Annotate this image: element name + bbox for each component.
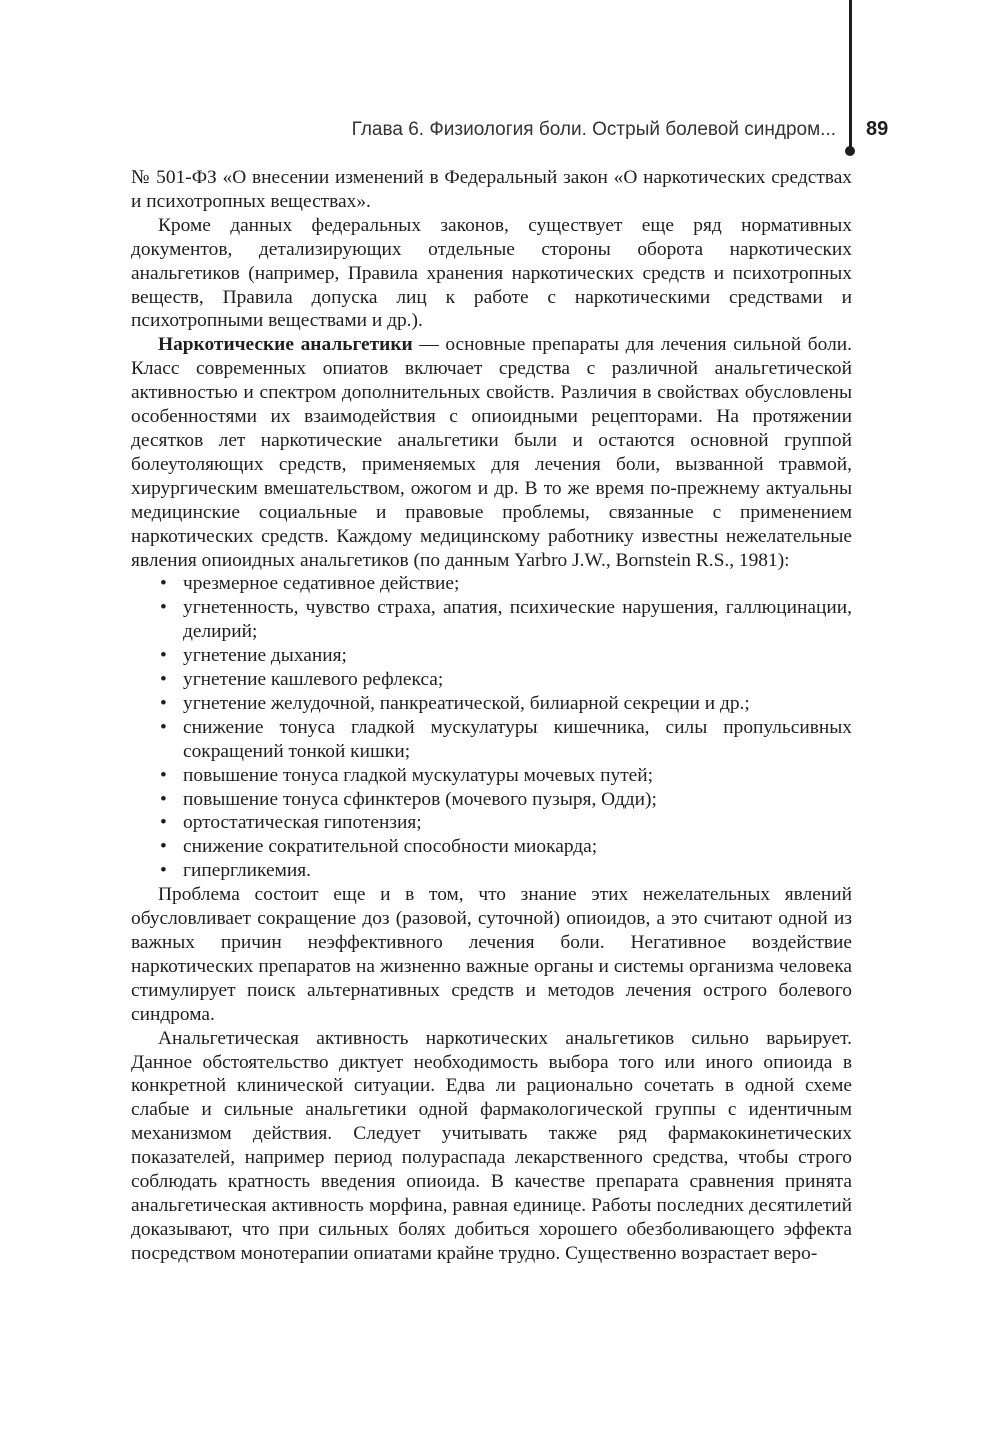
bullet-symbol: • [160,692,167,714]
list-item-text: угнетение кашлевого рефлекса; [183,669,444,691]
term-narcotic-analgesics: Наркотические анальгетики [158,334,413,356]
bullet-symbol: • [160,597,167,619]
paragraph-5: Анальгетическая активность наркотических анальгетиков сильно варьирует. Данное обстоятельство диктует необходимость выбора того или иного опиоида в конкретной клинической ситуации. Едва ли рационально сочетать в одной схеме слабые и сильные анальгетики одной фармакологической группы с идентичным механизмом действия. Следует учитывать также ряд фармакокинетических показателей, например период полураспада лекарственного средства, чтобы строго соблюдать кратность введения опиоида. В качестве препарата сравнения принята анальгетическая активность морфина, равная единице. Работы последних десятилетий доказывают, что при сильных болях добиться хорошего обезболивающего эффекта посредством монотерапии опиатами крайне трудно. Существенно возрастает веро- [131,1027,852,1264]
list-item-text: повышение тонуса сфинктеров (мочевого пузыря, Одди); [183,788,657,810]
paragraph-2: Кроме данных федеральных законов, существует еще ряд нормативных документов, детализирующих отдельные стороны оборота наркотических анальгетиков (например, Правила хранения наркотических средств и психотропных веществ, Правила допуска лиц к работе с наркотическими средствами и психотропными веществами и др.). [131,214,852,332]
list-item-text: гипергликемия. [183,860,311,882]
list-item [160,668,852,692]
paragraph-3-text: — основные препараты для лечения сильной боли. Класс современных опиатов включает средства с различной анальгетической активностью и спектром дополнительных свойств. Различия в свойствах обусловлены особенностями их взаимодействия с опиоидными рецепторами. На протяжении десятков лет наркотические анальгетики были и остаются основной группой болеутоляющих средств, применяемых для лечения боли, вызванной травмой, хирургическим вмешательством, ожогом и др. В то же время по-прежнему актуальны медицинские социальные и правовые проблемы, связанные с применением наркотических средств. Каждому медицинскому работнику известны нежелательные явления опиоидных анальгетиков (по данным Yarbro J.W., Bornstein R.S., 1981): [131,334,853,571]
running-head: Глава 6. Физиология боли. Острый болевой синдром... [351,119,836,140]
list-item [160,859,852,883]
bullet-symbol: • [160,860,167,882]
list-item [160,644,852,668]
side-effects-list [131,572,852,883]
list-item-text: ортостатическая гипотензия; [183,812,422,834]
list-item [160,716,852,764]
paragraph-3 [131,333,852,572]
list-item [160,572,852,596]
bullet-symbol: • [160,573,167,595]
paragraph-4: Проблема состоит еще и в том, что знание этих нежелательных явлений обусловливает сокращение доз (разовой, суточной) опиоидов, а это считают одной из важных причин неэффективного лечения боли. Негативное воздействие наркотических препаратов на жизненно важные органы и системы организма человека стимулирует поиск альтернативных средств и методов лечения острого болевого синдрома. [131,884,852,1025]
page-number: 89 [866,118,889,140]
list-item-text: повышение тонуса гладкой мускулатуры мочевых путей; [183,764,654,786]
list-item-text: снижение тонуса гладкой мускулатуры кишечника, силы пропульсивных сокращений тонкой кишки; [183,716,852,762]
list-item-text: снижение сократительной способности миокарда; [183,836,598,858]
bullet-symbol: • [160,764,167,786]
paragraph-1: № 501-ФЗ «О внесении изменений в Федеральный закон «О наркотических средствах и психотропных веществах». [131,167,852,212]
list-item [160,692,852,716]
list-item [160,788,852,812]
header-vertical-rule [849,0,852,150]
list-item-text: угнетение желудочной, панкреатической, билиарной секреции и др.; [183,692,750,714]
bullet-symbol: • [160,788,167,810]
bullet-symbol: • [160,645,167,667]
bullet-symbol: • [160,836,167,858]
header-rule-dot [845,146,855,156]
bullet-symbol: • [160,669,167,691]
list-item [160,811,852,835]
body-text [131,166,852,1266]
bullet-symbol: • [160,812,167,834]
bullet-symbol: • [160,716,167,738]
list-item [160,764,852,788]
list-item-text: чрезмерное седативное действие; [183,573,460,595]
list-item [160,835,852,859]
list-item-text: угнетенность, чувство страха, апатия, психические нарушения, галлюцинации, делирий; [183,597,852,643]
list-item-text: угнетение дыхания; [183,645,347,667]
list-item [160,596,852,644]
